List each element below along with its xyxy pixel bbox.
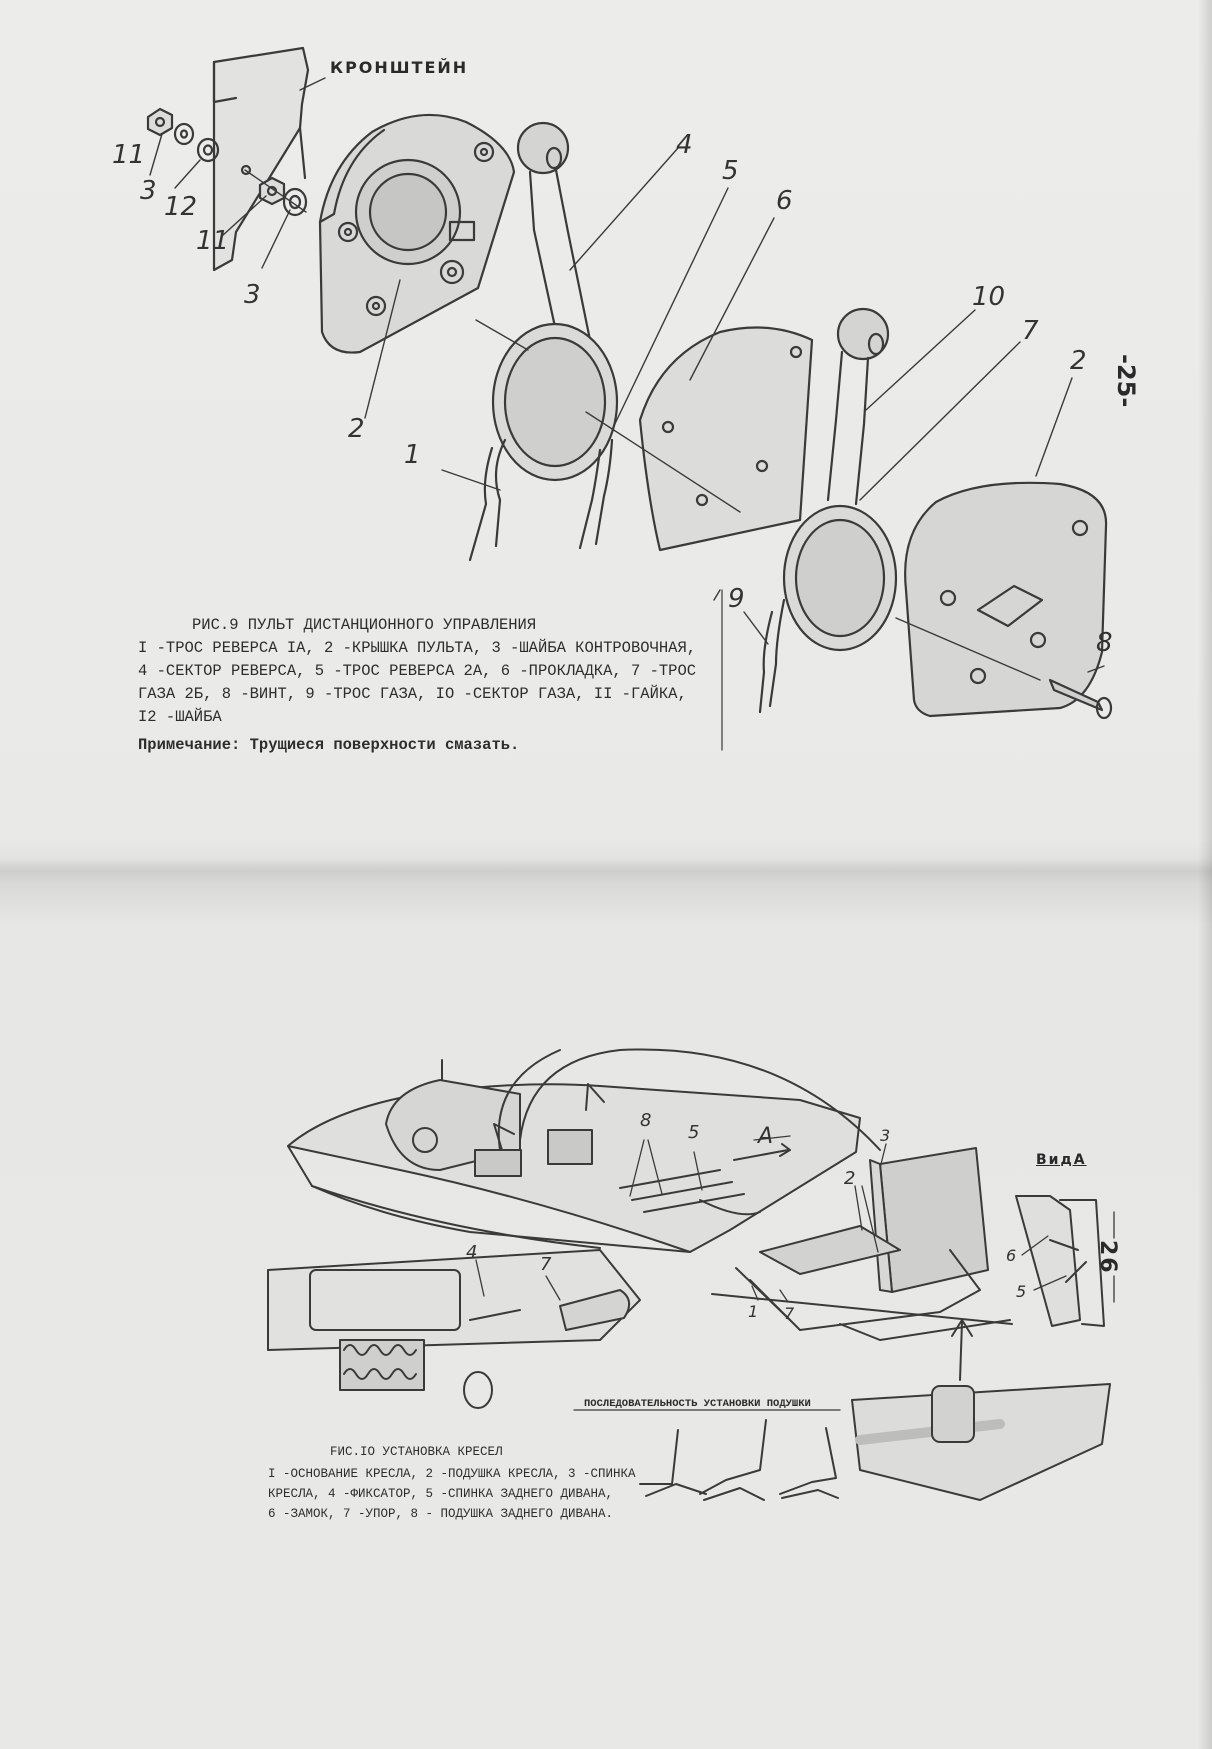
sequence-label: ПОСЛЕДОВАТЕЛЬНОСТЬ УСТАНОВКИ ПОДУШКИ — [584, 1398, 811, 1410]
latch-detail — [268, 1250, 640, 1408]
callout-12: 12 — [164, 192, 198, 222]
callout-fig10-7-b: 7 — [784, 1304, 795, 1323]
callout-fig10-3: 3 — [880, 1126, 891, 1145]
arrow-a-label: А — [758, 1124, 774, 1149]
callout-fig10-6: 6 — [1006, 1246, 1017, 1265]
fig9-legend-line-4: I2 -ШАЙБА — [138, 708, 222, 726]
clamp-detail — [852, 1320, 1110, 1500]
callout-fig10-7-a: 7 — [540, 1254, 552, 1275]
fig9-note: Примечание: Трущиеся поверхности смазать. — [138, 736, 520, 754]
fig9-legend-line-1: I -ТРОС РЕВЕРСА IA, 2 -КРЫШКА ПУЛЬТА, 3 -ШАЙБА КОНТРОВОЧНАЯ, — [138, 639, 697, 657]
sequence-icons — [640, 1420, 838, 1500]
callout-11-a: 11 — [112, 140, 146, 170]
callout-9: 9 — [728, 584, 745, 614]
callout-fig10-2: 2 — [844, 1168, 856, 1189]
fig9-title: РИС.9 ПУЛЬТ ДИСТАНЦИОННОГО УПРАВЛЕНИЯ — [192, 616, 537, 634]
callout-fig10-4: 4 — [466, 1242, 478, 1263]
bracket-label: КРОНШТЕЙН — [330, 58, 469, 77]
callout-10: 10 — [972, 282, 1006, 312]
boat-hull — [288, 1060, 860, 1252]
callout-2-a: 2 — [348, 414, 365, 444]
callout-fig10-1: 1 — [748, 1302, 759, 1321]
view-a-detail — [1016, 1196, 1104, 1326]
callout-4: 4 — [676, 130, 693, 160]
fig10-legend-line-3: 6 -ЗАМОК, 7 -УПОР, 8 - ПОДУШКА ЗАДНЕГО ДИВАНА. — [268, 1507, 614, 1521]
fig9-legend-line-3: ГАЗА 2Б, 8 -ВИНТ, 9 -ТРОС ГАЗА, IO -СЕКТОР ГАЗА, II -ГАЙКА, — [138, 685, 687, 703]
fig10-legend-line-2: КРЕСЛА, 4 -ФИКСАТОР, 5 -СПИНКА ЗАДНЕГО ДИВАНА, — [268, 1487, 614, 1501]
callout-2-b: 2 — [1070, 346, 1087, 376]
callout-7: 7 — [1022, 316, 1039, 346]
callout-1: 1 — [404, 440, 421, 470]
fig10-legend-line-1: I -ОСНОВАНИЕ КРЕСЛА, 2 -ПОДУШКА КРЕСЛА, 3 -СПИНКА — [268, 1467, 636, 1481]
callout-5: 5 — [722, 156, 739, 186]
callout-3-a: 3 — [140, 176, 157, 206]
callout-6: 6 — [776, 186, 793, 216]
callout-fig10-5-b: 5 — [1016, 1282, 1027, 1301]
page-number-top: -25- — [1112, 354, 1140, 408]
fig9-legend-line-2: 4 -СЕКТОР РЕВЕРСА, 5 -ТРОС РЕВЕРСА 2А, 6 -ПРОКЛАДКА, 7 -ТРОС — [138, 662, 697, 680]
fig10-title: FИС.IO УСТАНОВКА КРЕСЕЛ — [330, 1445, 503, 1459]
callout-11-b: 11 — [196, 226, 230, 256]
callout-fig10-8: 8 — [640, 1110, 652, 1131]
page-number-bottom: 26 — [1095, 1240, 1120, 1275]
view-a-label: ВидА — [1036, 1152, 1087, 1168]
callout-fig10-5: 5 — [688, 1122, 700, 1143]
callout-3-b: 3 — [244, 280, 261, 310]
callout-8: 8 — [1096, 628, 1113, 658]
